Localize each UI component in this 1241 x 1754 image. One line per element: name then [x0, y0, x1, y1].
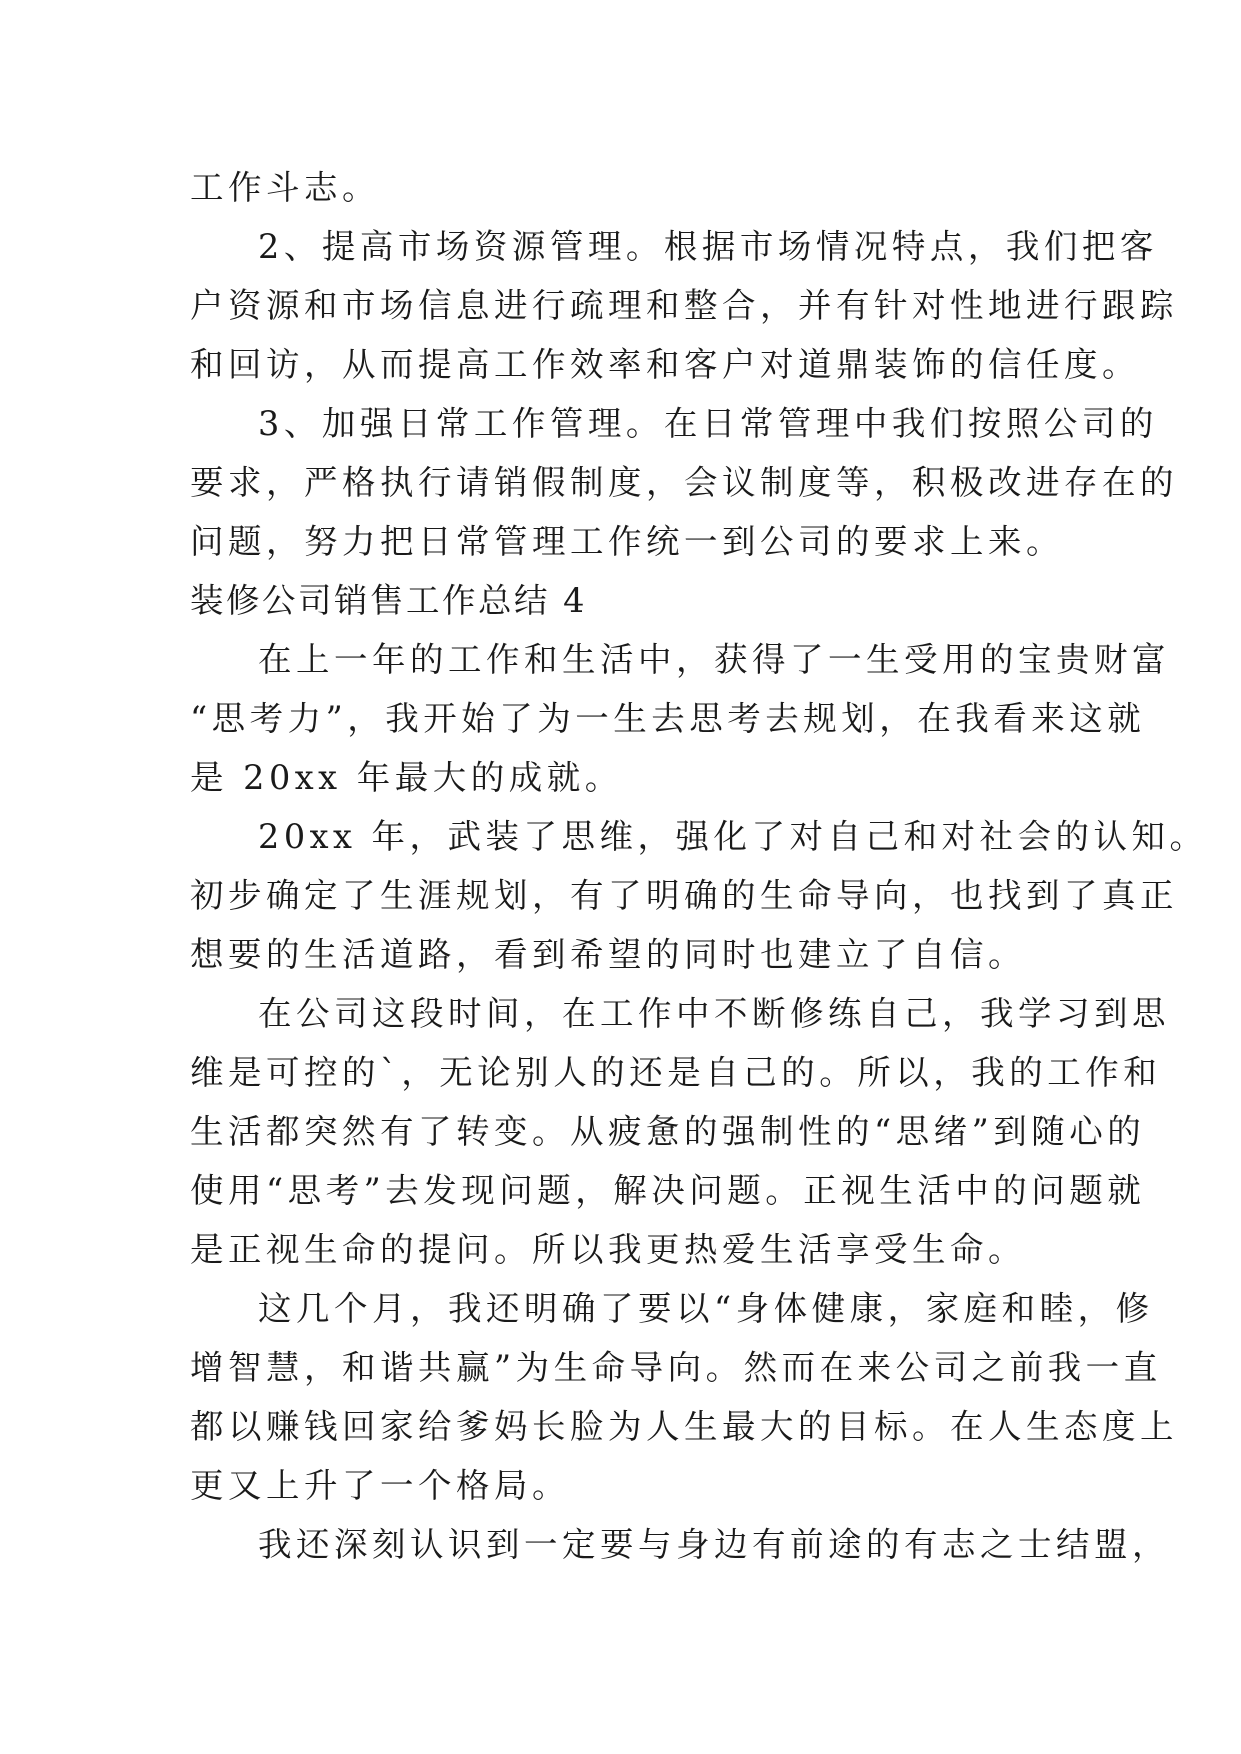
- text-line: 更又上升了一个格局。: [190, 1466, 570, 1505]
- text-line: 工作斗志。: [190, 168, 380, 207]
- text-line: 3、加强日常工作管理。在日常管理中我们按照公司的: [258, 404, 1158, 443]
- text-line: 是正视生命的提问。所以我更热爱生活享受生命。: [190, 1230, 1026, 1269]
- text-line: 要求，严格执行请销假制度，会议制度等，积极改进存在的: [190, 463, 1178, 502]
- text-line: 20xx 年，武装了思维，强化了对自己和对社会的认知。: [258, 817, 1208, 856]
- document-body: [190, 158, 1208, 1574]
- text-line: 问题，努力把日常管理工作统一到公司的要求上来。: [190, 522, 1064, 561]
- text-line: 在公司这段时间，在工作中不断修练自己，我学习到思: [258, 994, 1170, 1033]
- text-line: 是 20xx 年最大的成就。: [190, 758, 623, 797]
- section-heading: 装修公司销售工作总结 4: [190, 581, 587, 620]
- text-line: 户资源和市场信息进行疏理和整合，并有针对性地进行跟踪: [190, 286, 1178, 325]
- text-line: 和回访，从而提高工作效率和客户对道鼎装饰的信任度。: [190, 345, 1140, 384]
- text-line: 2、提高市场资源管理。根据市场情况特点，我们把客: [258, 227, 1158, 266]
- text-line: “思考力”，我开始了为一生去思考去规划，在我看来这就: [190, 699, 1146, 738]
- text-line: 增智慧，和谐共赢”为生命导向。然而在来公司之前我一直: [190, 1348, 1162, 1387]
- text-line: 想要的生活道路，看到希望的同时也建立了自信。: [190, 935, 1026, 974]
- text-line: 维是可控的`，无论别人的还是自己的。所以，我的工作和: [190, 1053, 1162, 1092]
- text-line: 初步确定了生涯规划，有了明确的生命导向，也找到了真正: [190, 876, 1178, 915]
- text-line: 都以赚钱回家给爹妈长脸为人生最大的目标。在人生态度上: [190, 1407, 1178, 1446]
- text-line: 这几个月，我还明确了要以“身体健康，家庭和睦，修: [258, 1289, 1154, 1328]
- text-line: 生活都突然有了转变。从疲惫的强制性的“思绪”到随心的: [190, 1112, 1146, 1151]
- text-line: 使用“思考”去发现问题，解决问题。正视生活中的问题就: [190, 1171, 1146, 1210]
- text-line: 我还深刻认识到一定要与身边有前途的有志之士结盟，: [258, 1525, 1170, 1564]
- text-line: 在上一年的工作和生活中，获得了一生受用的宝贵财富: [258, 640, 1170, 679]
